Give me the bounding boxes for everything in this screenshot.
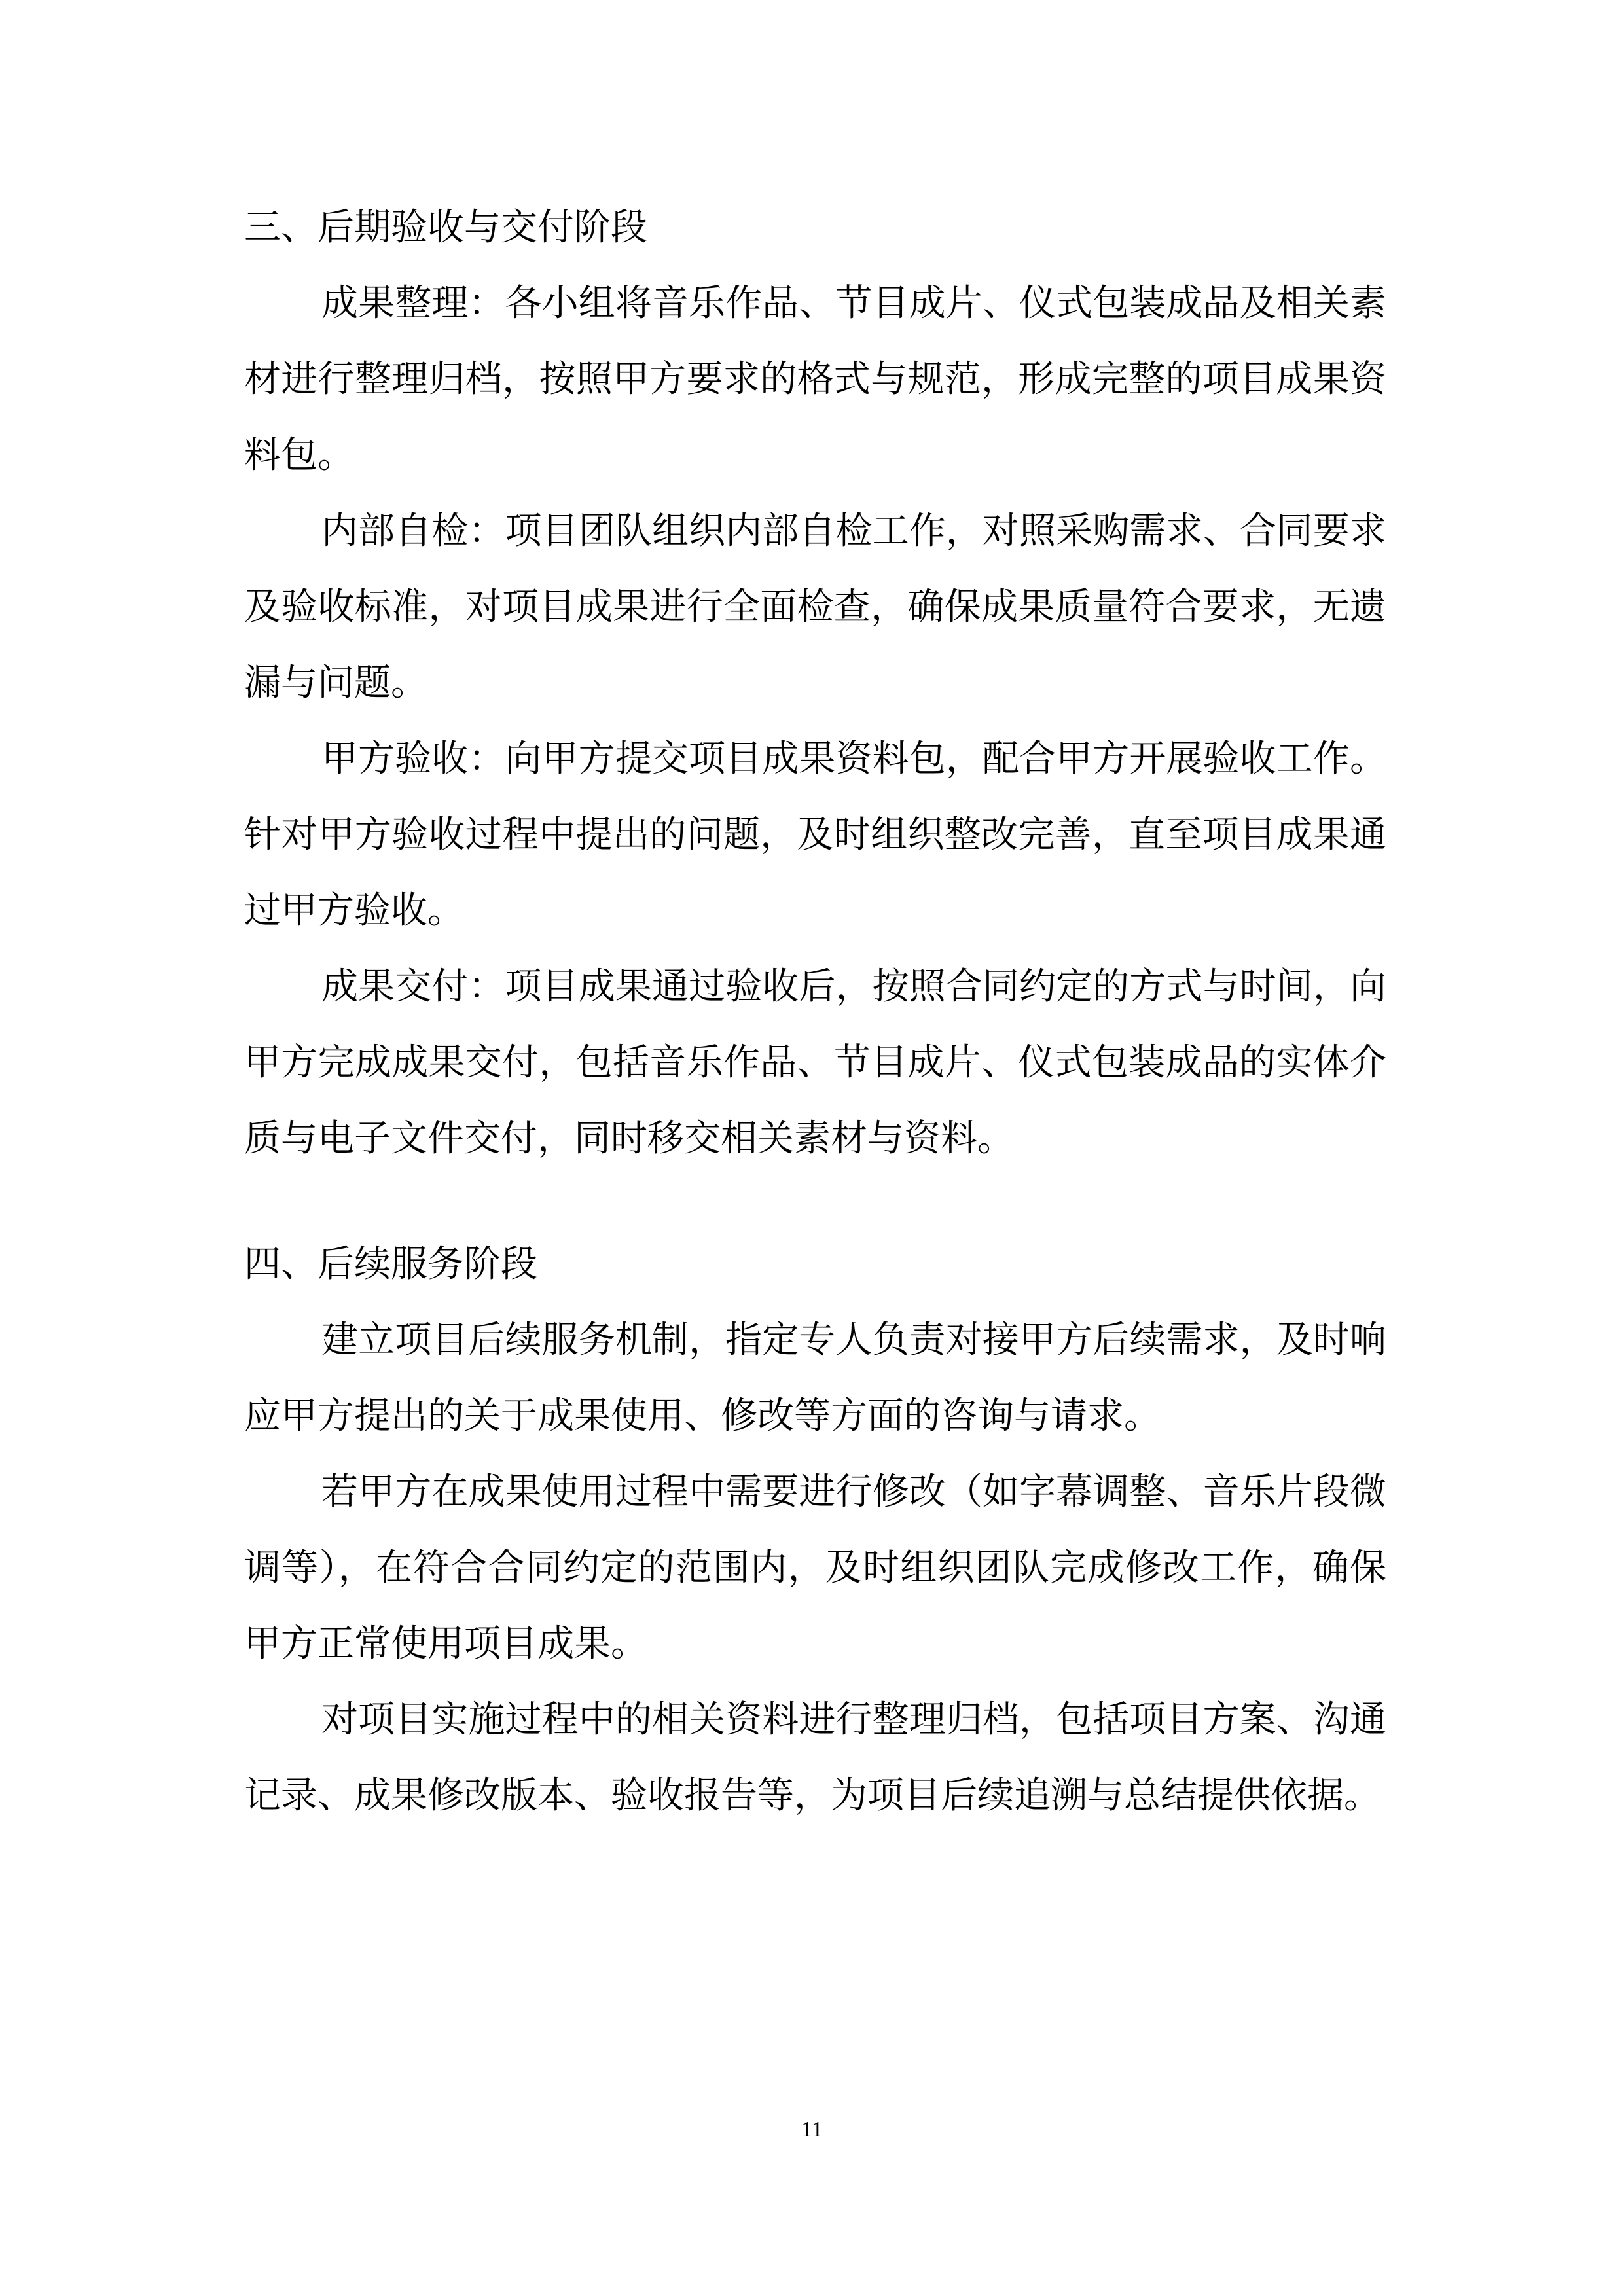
page-number: 11 — [801, 2117, 823, 2142]
document-body — [244, 190, 1386, 1834]
paragraph-modification-requests: 若甲方在成果使用过程中需要进行修改（如字幕调整、音乐片段微调等），在符合合同约定的范围内，及时组织团队完成修改工作，确保甲方正常使用项目成果。 — [244, 1471, 1386, 1665]
paragraph-result-delivery: 成果交付：项目成果通过验收后，按照合同约定的方式与时间，向甲方完成成果交付，包括音乐作品、节目成片、仪式包装成品的实体介质与电子文件交付，同时移交相关素材与资料。 — [244, 965, 1386, 1160]
paragraph-service-mechanism: 建立项目后续服务机制，指定专人负责对接甲方后续需求，及时响应甲方提出的关于成果使用、修改等方面的咨询与请求。 — [244, 1319, 1386, 1437]
paragraph-archiving: 对项目实施过程中的相关资料进行整理归档，包括项目方案、沟通记录、成果修改版本、验收报告等，为项目后续追溯与总结提供依据。 — [244, 1698, 1386, 1817]
section-heading: 三、后期验收与交付阶段 — [244, 206, 647, 249]
section-heading: 四、后续服务阶段 — [244, 1243, 537, 1285]
paragraph-client-acceptance: 甲方验收：向甲方提交项目成果资料包，配合甲方开展验收工作。针对甲方验收过程中提出的问题，及时组织整改完善，直至项目成果通过甲方验收。 — [244, 738, 1386, 932]
paragraph-internal-check: 内部自检：项目团队组织内部自检工作，对照采购需求、合同要求及验收标准，对项目成果进行全面检查，确保成果质量符合要求，无遗漏与问题。 — [244, 510, 1386, 704]
paragraph-result-organizing: 成果整理：各小组将音乐作品、节目成片、仪式包装成品及相关素材进行整理归档，按照甲方要求的格式与规范，形成完整的项目成果资料包。 — [244, 282, 1386, 476]
section-acceptance-delivery — [244, 190, 1386, 1177]
section-spacer — [244, 1177, 1386, 1227]
section-follow-up-service — [244, 1227, 1386, 1834]
